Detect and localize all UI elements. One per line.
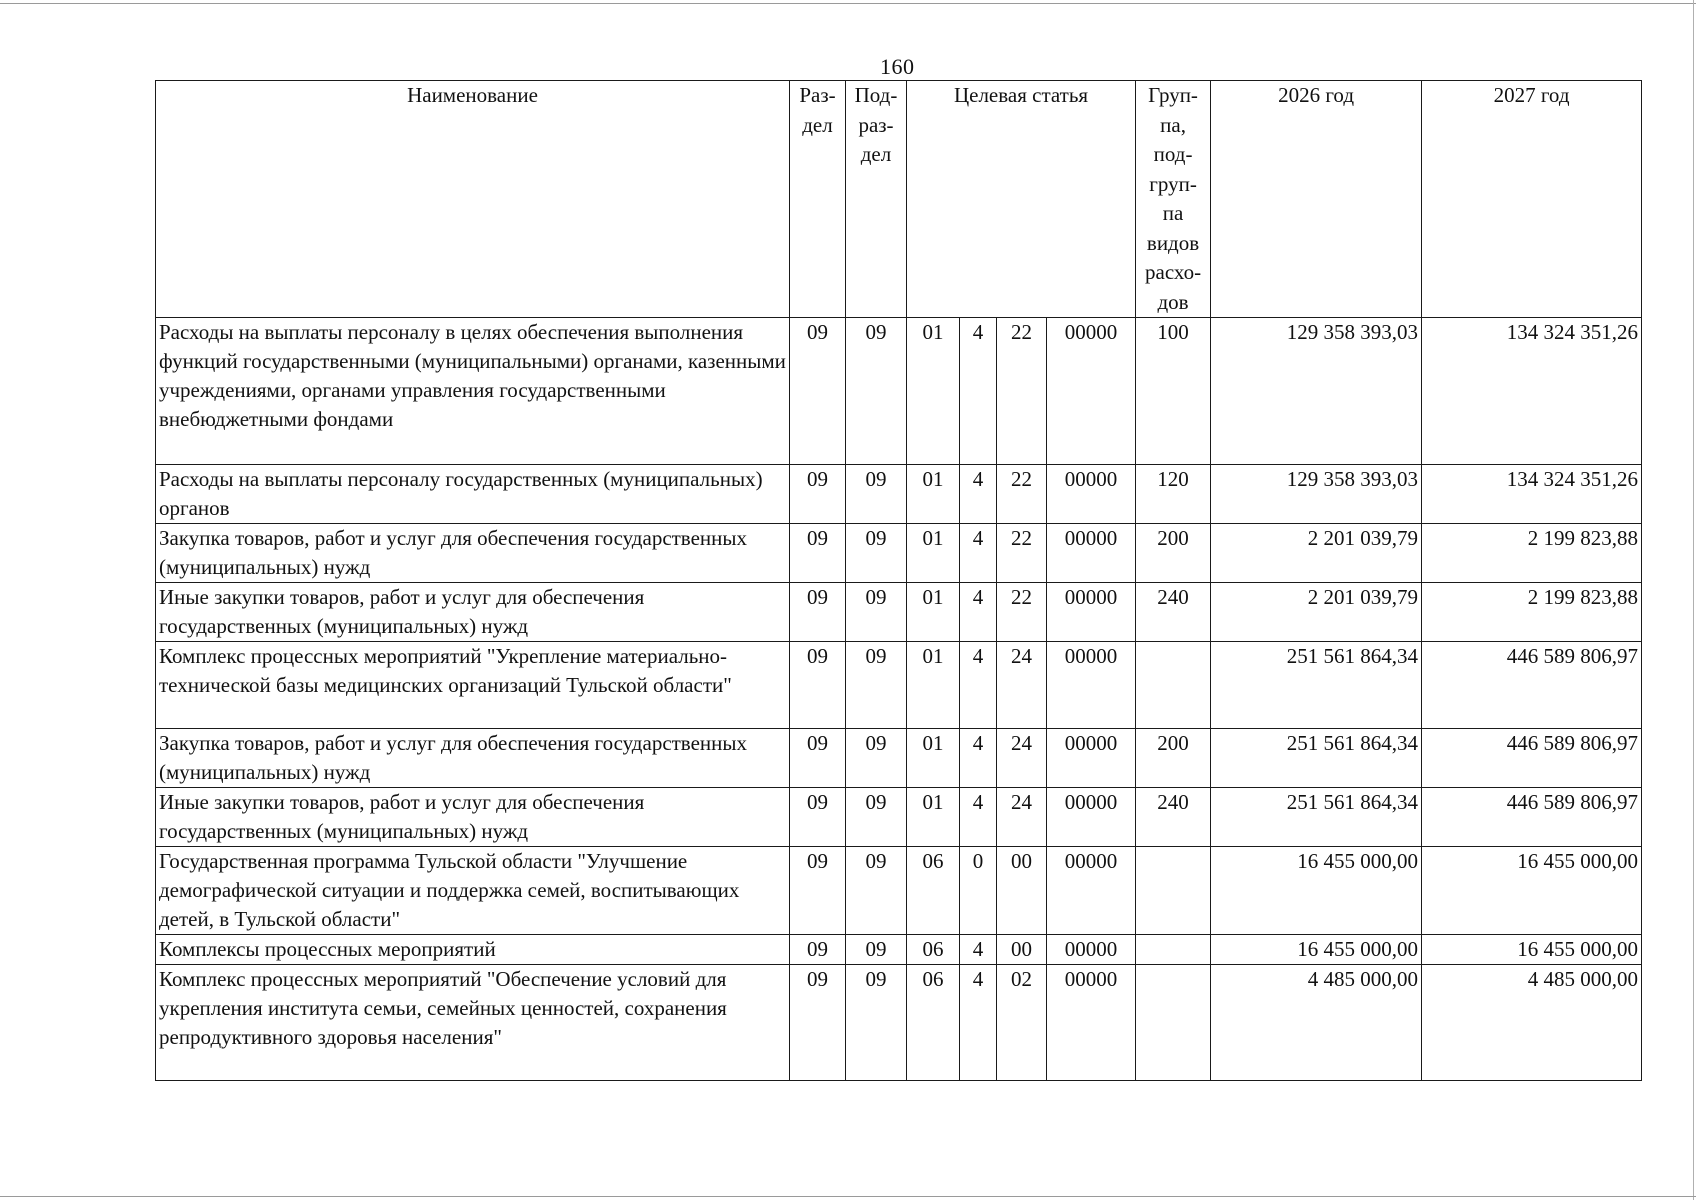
row-target-direction: 00000 <box>1047 935 1136 965</box>
row-amount-2027: 134 324 351,26 <box>1422 318 1642 465</box>
row-target-structure: 00 <box>997 847 1047 935</box>
row-razdel: 09 <box>790 847 846 935</box>
table-row <box>156 524 1642 583</box>
row-expense-group: 240 <box>1136 583 1211 642</box>
row-podrazdel: 09 <box>846 935 907 965</box>
row-target-structure: 22 <box>997 465 1047 524</box>
row-razdel: 09 <box>790 935 846 965</box>
row-amount-2026: 16 455 000,00 <box>1211 935 1422 965</box>
row-expense-group: 100 <box>1136 318 1211 465</box>
row-target-structure: 22 <box>997 524 1047 583</box>
row-podrazdel: 09 <box>846 729 907 788</box>
row-razdel: 09 <box>790 465 846 524</box>
row-name: Комплекс процессных мероприятий "Обеспечение условий для укрепления института семьи, семейных ценностей, сохранения репродуктивного здоровья населения" <box>156 965 790 1081</box>
row-name: Расходы на выплаты персоналу в целях обеспечения выполнения функций государственными (муниципальными) органами, казенными учреждениями, органами управления государственными внебюджетными фондами <box>156 318 790 465</box>
row-amount-2027: 16 455 000,00 <box>1422 847 1642 935</box>
table-row <box>156 935 1642 965</box>
header-razdel: Раз- дел <box>790 81 846 318</box>
row-target-program: 01 <box>907 524 960 583</box>
budget-table <box>155 80 1642 1081</box>
row-podrazdel: 09 <box>846 788 907 847</box>
row-podrazdel: 09 <box>846 524 907 583</box>
row-amount-2027: 446 589 806,97 <box>1422 729 1642 788</box>
table-row <box>156 788 1642 847</box>
row-name: Закупка товаров, работ и услуг для обеспечения государственных (муниципальных) нужд <box>156 729 790 788</box>
row-target-structure: 22 <box>997 583 1047 642</box>
scan-edge-bottom <box>0 1196 1696 1197</box>
row-target-type: 4 <box>960 318 997 465</box>
row-target-program: 01 <box>907 642 960 729</box>
table-row <box>156 465 1642 524</box>
row-amount-2026: 251 561 864,34 <box>1211 642 1422 729</box>
row-amount-2027: 446 589 806,97 <box>1422 788 1642 847</box>
row-target-direction: 00000 <box>1047 465 1136 524</box>
row-amount-2026: 16 455 000,00 <box>1211 847 1422 935</box>
row-amount-2026: 2 201 039,79 <box>1211 524 1422 583</box>
row-target-type: 4 <box>960 642 997 729</box>
row-expense-group <box>1136 642 1211 729</box>
scan-edge-right <box>1693 0 1694 1200</box>
header-name: Наименование <box>156 81 790 318</box>
row-target-type: 4 <box>960 935 997 965</box>
row-amount-2027: 446 589 806,97 <box>1422 642 1642 729</box>
row-podrazdel: 09 <box>846 318 907 465</box>
row-amount-2026: 2 201 039,79 <box>1211 583 1422 642</box>
row-target-program: 01 <box>907 788 960 847</box>
row-razdel: 09 <box>790 788 846 847</box>
scan-edge-top <box>0 3 1696 4</box>
row-target-program: 01 <box>907 583 960 642</box>
table-row <box>156 642 1642 729</box>
header-year-2027: 2027 год <box>1422 81 1642 318</box>
row-expense-group <box>1136 847 1211 935</box>
table-row <box>156 729 1642 788</box>
row-target-structure: 24 <box>997 729 1047 788</box>
row-expense-group: 200 <box>1136 729 1211 788</box>
row-target-type: 4 <box>960 788 997 847</box>
row-amount-2026: 129 358 393,03 <box>1211 318 1422 465</box>
row-target-structure: 00 <box>997 935 1047 965</box>
row-target-structure: 24 <box>997 788 1047 847</box>
row-razdel: 09 <box>790 729 846 788</box>
row-amount-2026: 4 485 000,00 <box>1211 965 1422 1081</box>
table-body <box>156 318 1642 1081</box>
row-razdel: 09 <box>790 318 846 465</box>
row-amount-2027: 16 455 000,00 <box>1422 935 1642 965</box>
row-target-type: 4 <box>960 729 997 788</box>
row-target-program: 06 <box>907 847 960 935</box>
row-expense-group <box>1136 935 1211 965</box>
row-amount-2027: 134 324 351,26 <box>1422 465 1642 524</box>
row-razdel: 09 <box>790 965 846 1081</box>
row-podrazdel: 09 <box>846 847 907 935</box>
row-target-type: 4 <box>960 465 997 524</box>
row-target-direction: 00000 <box>1047 965 1136 1081</box>
row-expense-group: 200 <box>1136 524 1211 583</box>
row-razdel: 09 <box>790 583 846 642</box>
row-target-program: 06 <box>907 935 960 965</box>
row-target-direction: 00000 <box>1047 318 1136 465</box>
row-razdel: 09 <box>790 524 846 583</box>
row-podrazdel: 09 <box>846 583 907 642</box>
row-amount-2026: 251 561 864,34 <box>1211 788 1422 847</box>
row-podrazdel: 09 <box>846 465 907 524</box>
row-name: Иные закупки товаров, работ и услуг для обеспечения государственных (муниципальных) нужд <box>156 583 790 642</box>
row-expense-group: 120 <box>1136 465 1211 524</box>
row-amount-2026: 129 358 393,03 <box>1211 465 1422 524</box>
row-amount-2026: 251 561 864,34 <box>1211 729 1422 788</box>
row-target-program: 01 <box>907 729 960 788</box>
table-row <box>156 318 1642 465</box>
row-target-type: 4 <box>960 965 997 1081</box>
row-name: Комплексы процессных мероприятий <box>156 935 790 965</box>
row-target-direction: 00000 <box>1047 524 1136 583</box>
page-number: 160 <box>880 54 915 79</box>
row-target-program: 06 <box>907 965 960 1081</box>
row-target-direction: 00000 <box>1047 788 1136 847</box>
row-target-type: 0 <box>960 847 997 935</box>
header-target-article: Целевая статья <box>907 81 1136 318</box>
row-target-structure: 22 <box>997 318 1047 465</box>
row-podrazdel: 09 <box>846 965 907 1081</box>
row-target-type: 4 <box>960 583 997 642</box>
header-expense-group: Груп- па, под- груп- па видов расхо- дов <box>1136 81 1211 318</box>
row-expense-group: 240 <box>1136 788 1211 847</box>
row-expense-group <box>1136 965 1211 1081</box>
row-name: Комплекс процессных мероприятий "Укрепление материально-технической базы медицинских организаций Тульской области" <box>156 642 790 729</box>
row-target-structure: 24 <box>997 642 1047 729</box>
header-podrazdel: Под- раз- дел <box>846 81 907 318</box>
row-name: Закупка товаров, работ и услуг для обеспечения государственных (муниципальных) нужд <box>156 524 790 583</box>
row-amount-2027: 2 199 823,88 <box>1422 524 1642 583</box>
row-name: Государственная программа Тульской области "Улучшение демографической ситуации и поддержка семей, воспитывающих детей, в Тульской области" <box>156 847 790 935</box>
row-target-direction: 00000 <box>1047 729 1136 788</box>
row-target-direction: 00000 <box>1047 583 1136 642</box>
row-amount-2027: 2 199 823,88 <box>1422 583 1642 642</box>
row-name: Иные закупки товаров, работ и услуг для обеспечения государственных (муниципальных) нужд <box>156 788 790 847</box>
row-target-program: 01 <box>907 465 960 524</box>
row-amount-2027: 4 485 000,00 <box>1422 965 1642 1081</box>
header-year-2026: 2026 год <box>1211 81 1422 318</box>
row-target-direction: 00000 <box>1047 847 1136 935</box>
table-row <box>156 847 1642 935</box>
row-target-direction: 00000 <box>1047 642 1136 729</box>
row-target-structure: 02 <box>997 965 1047 1081</box>
table-header <box>156 81 1642 318</box>
table-row <box>156 965 1642 1081</box>
row-target-program: 01 <box>907 318 960 465</box>
row-podrazdel: 09 <box>846 642 907 729</box>
table-row <box>156 583 1642 642</box>
row-razdel: 09 <box>790 642 846 729</box>
row-target-type: 4 <box>960 524 997 583</box>
row-name: Расходы на выплаты персоналу государственных (муниципальных) органов <box>156 465 790 524</box>
